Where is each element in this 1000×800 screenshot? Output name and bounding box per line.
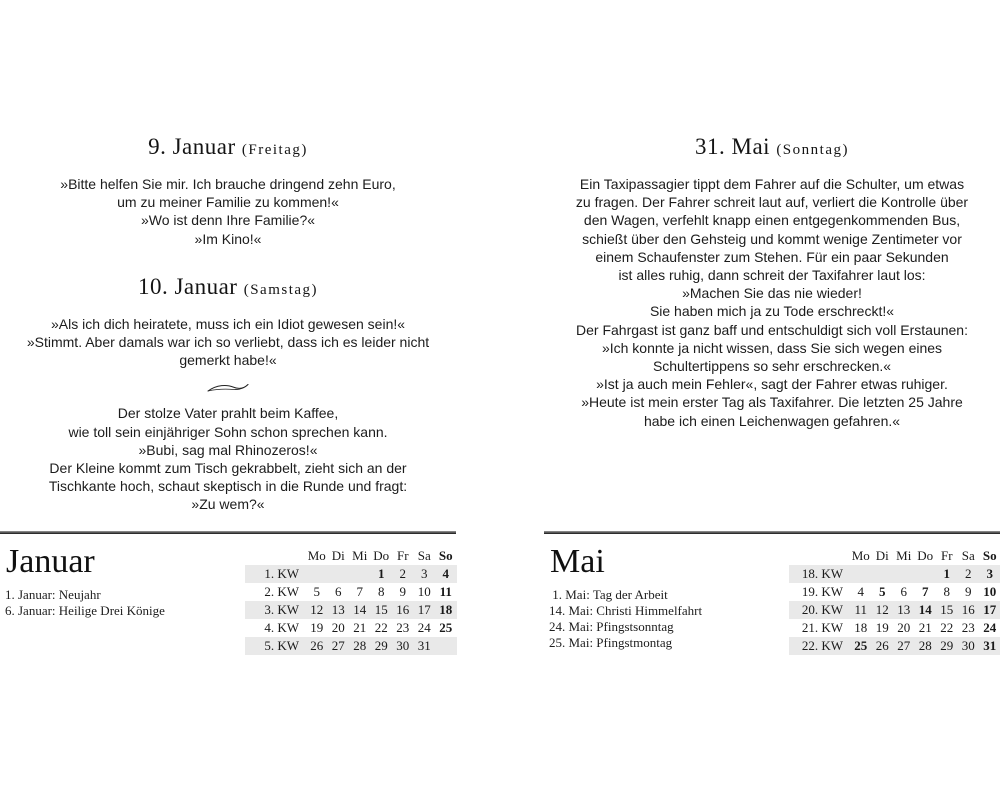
day-cell: 23: [961, 620, 975, 635]
joke-line: »Ich konnte ja nicht wissen, dass Sie sich wegen eines: [601, 339, 943, 356]
holiday-notes: [549, 587, 702, 651]
day-cell: 3: [986, 566, 993, 581]
day-cell: 23: [396, 620, 410, 635]
calendar-week-row: [789, 637, 1000, 655]
day-cell: 17: [417, 602, 431, 617]
holiday-notes: [5, 587, 165, 619]
joke-line: »Bitte helfen Sie mir. Ich brauche dringend zehn Euro,: [60, 176, 396, 192]
day-cell: 22: [374, 620, 388, 635]
joke-text: [0, 404, 456, 513]
day-cell: 20: [897, 620, 911, 635]
day-cell: 4: [857, 584, 864, 599]
holiday-note: 14. Mai: Christi Himmelfahrt: [549, 603, 703, 618]
joke-line: habe ich einen Leichenwagen gefahren.«: [643, 412, 901, 429]
entry-weekday: (Sonntag): [776, 142, 849, 158]
day-cell: 3: [421, 566, 428, 581]
kw-label: 22. KW: [801, 638, 843, 653]
joke-line: »Wo ist denn Ihre Familie?«: [140, 212, 316, 229]
weekday-header-cell: Fr: [396, 547, 409, 563]
weekday-header-cell: Mo: [851, 547, 870, 563]
kw-label: 20. KW: [801, 602, 843, 617]
holiday-note: 24. Mai: Pfingstsonntag: [549, 619, 674, 634]
holiday-note: 25. Mai: Pfingstmontag: [549, 635, 673, 650]
weekday-header-cell: Do: [917, 547, 934, 563]
calendar-week-row: [245, 565, 457, 583]
calendar-week-row: [245, 583, 457, 601]
weekday-header-row: [789, 546, 1000, 565]
day-cell: 6: [900, 584, 907, 599]
month-grid: [789, 546, 1000, 655]
day-cell: 18: [439, 602, 453, 617]
entry-date: 9. Januar: [148, 134, 236, 159]
joke-line: »Stimmt. Aber damals war ich so verliebt, dass ich es leider nicht: [26, 334, 430, 351]
day-cell: 30: [396, 638, 410, 653]
month-title: Mai: [550, 543, 605, 580]
calendar-top-rule: [0, 531, 456, 534]
joke-line: »Heute ist mein erster Tag als Taxifahrer. Die letzten 25 Jahre: [581, 394, 963, 411]
day-cell: 12: [875, 602, 889, 617]
weekday-header-cell: Mo: [307, 547, 326, 563]
day-cell: 24: [417, 620, 431, 635]
day-cell: 1: [378, 566, 385, 581]
day-cell: 27: [897, 638, 911, 653]
entry-date-heading: [0, 272, 456, 305]
joke-line: »Machen Sie das nie wieder!: [682, 285, 862, 302]
kw-label: 4. KW: [264, 620, 299, 635]
weekday-header-cell: So: [982, 547, 997, 563]
day-cell: 14: [353, 602, 367, 617]
joke-line: »Ist ja auch mein Fehler«, sagt der Fahrer etwas ruhiger.: [596, 376, 948, 393]
entry-date-heading: [544, 132, 1000, 165]
weekday-header-cell: So: [438, 547, 453, 563]
kw-label: 19. KW: [801, 584, 843, 599]
joke-text: [544, 175, 1000, 430]
entry-date: 31. Mai: [695, 134, 771, 159]
day-cell: 20: [331, 620, 345, 635]
day-cell: 29: [374, 638, 388, 653]
joke-line: gemerkt habe!«: [179, 352, 277, 369]
right-page-entries: [544, 132, 1000, 430]
joke-line: zu fragen. Der Fahrer schreit laut auf, verliert die Kontrolle über: [575, 194, 969, 211]
day-cell: 28: [353, 638, 367, 653]
joke-text: [0, 315, 456, 370]
calendar-week-row: [789, 619, 1000, 637]
day-cell: 5: [313, 584, 320, 599]
day-cell: 16: [961, 602, 975, 617]
joke-line: ist alles ruhig, dann schreit der Taxifahrer laut los:: [618, 267, 926, 284]
day-cell: 11: [854, 602, 868, 617]
joke-text: [0, 175, 456, 248]
day-cell: 10: [417, 584, 431, 599]
joke-line: den Wagen, verfehlt knapp einen entgegenkommenden Bus,: [583, 212, 961, 229]
left-page-entries: [0, 132, 456, 514]
holiday-note: 6. Januar: Heilige Drei Könige: [5, 603, 165, 618]
joke-line: Der stolze Vater prahlt beim Kaffee,: [117, 405, 339, 422]
joke-line: »Bubi, sag mal Rhinozeros!«: [138, 441, 318, 458]
weekday-header-cell: Di: [331, 547, 345, 563]
day-cell: 9: [399, 584, 406, 599]
day-cell: 18: [854, 620, 868, 635]
day-cell: 26: [875, 638, 889, 653]
joke-line: Der Fahrgast ist ganz baff und entschuldigt sich voll Erstaunen:: [576, 321, 968, 338]
day-cell: 10: [983, 584, 997, 599]
kw-label: 2. KW: [264, 584, 299, 599]
day-cell: 25: [439, 620, 453, 635]
left-book-page: [0, 0, 456, 800]
weekday-header-cell: Mi: [896, 547, 912, 563]
joke-line: »Zu wem?«: [191, 496, 265, 513]
joke-line: »Als ich dich heiratete, muss ich ein Idiot gewesen sein!«: [50, 315, 406, 332]
weekday-header-cell: Sa: [961, 547, 975, 563]
joke-line: Schultertippens so sehr erschrecken.«: [652, 358, 892, 375]
day-cell: 7: [356, 584, 363, 599]
calendar-week-row: [245, 601, 457, 619]
weekday-header-cell: Do: [373, 547, 390, 563]
day-cell: 27: [331, 638, 345, 653]
january-calendar: [0, 531, 456, 666]
day-cell: 5: [879, 584, 886, 599]
day-cell: 2: [965, 566, 972, 581]
joke-line: um zu meiner Familie zu kommen!«: [117, 194, 339, 211]
day-cell: 12: [310, 602, 324, 617]
kw-label: 3. KW: [264, 602, 299, 617]
day-cell: 21: [353, 620, 367, 635]
day-cell: 25: [854, 638, 868, 653]
entry-date-heading: [0, 132, 456, 165]
joke-line: Ein Taxipassagier tippt dem Fahrer auf die Schulter, um etwas: [579, 176, 965, 192]
joke-line: einem Schaufenster zum Stehen. Für ein paar Sekunden: [595, 248, 949, 265]
joke-line: Sie haben mich ja zu Tode erschreckt!«: [649, 303, 895, 320]
calendar-week-row: [789, 565, 1000, 583]
day-cell: 21: [918, 620, 932, 635]
day-cell: 19: [875, 620, 889, 635]
day-cell: 14: [918, 602, 932, 617]
weekday-header-cell: Di: [875, 547, 889, 563]
weekday-header-cell: Mi: [352, 547, 368, 563]
right-book-page: [544, 0, 1000, 800]
entry-date: 10. Januar: [137, 273, 238, 299]
calendar-week-row: [245, 619, 457, 637]
day-cell: 6: [335, 584, 342, 599]
weekday-header-cell: Fr: [940, 547, 953, 563]
joke-line: schießt über den Gehsteig und kommt wenige Zentimeter vor: [582, 230, 962, 247]
weekday-header-cell: Sa: [417, 547, 431, 563]
swash-ornament-icon: [206, 378, 250, 398]
joke-line: Tischkante hoch, schaut skeptisch in die Runde und fragt:: [48, 478, 408, 495]
day-cell: 31: [983, 638, 997, 653]
month-title: Januar: [6, 543, 95, 580]
calendar-week-row: [245, 637, 457, 655]
weekday-header-row: [245, 546, 457, 565]
calendar-top-rule: [544, 531, 1000, 534]
day-cell: 31: [417, 638, 431, 653]
day-cell: 7: [922, 584, 929, 599]
entry-weekday: (Samstag): [243, 281, 319, 298]
day-cell: 24: [983, 620, 997, 635]
day-cell: 15: [940, 602, 954, 617]
day-cell: 19: [310, 620, 324, 635]
joke-line: »Im Kino!«: [194, 230, 262, 247]
joke-line: Der Kleine kommt zum Tisch gekrabbelt, zieht sich an der: [49, 460, 407, 477]
day-cell: 1: [943, 566, 950, 581]
entry-weekday: (Freitag): [241, 142, 308, 158]
day-cell: 8: [943, 584, 950, 599]
kw-label: 1. KW: [264, 566, 299, 581]
day-cell: 16: [396, 602, 410, 617]
kw-label: 21. KW: [801, 620, 843, 635]
day-cell: 9: [965, 584, 972, 599]
holiday-note: 1. Januar: Neujahr: [5, 587, 101, 602]
holiday-note: 1. Mai: Tag der Arbeit: [549, 587, 668, 602]
day-cell: 30: [961, 638, 975, 653]
day-cell: 15: [374, 602, 388, 617]
day-cell: 8: [378, 584, 385, 599]
kw-label: 5. KW: [264, 638, 299, 653]
day-cell: 13: [897, 602, 911, 617]
day-cell: 2: [399, 566, 406, 581]
kw-label: 18. KW: [801, 566, 843, 581]
joke-line: wie toll sein einjähriger Sohn schon sprechen kann.: [68, 423, 388, 440]
day-cell: 4: [442, 566, 449, 581]
day-cell: 26: [310, 638, 324, 653]
day-cell: 22: [940, 620, 954, 635]
calendar-week-row: [789, 601, 1000, 619]
may-calendar: [544, 531, 1000, 666]
day-cell: 17: [983, 602, 997, 617]
section-divider: [206, 378, 250, 398]
day-cell: 29: [940, 638, 954, 653]
day-cell: 28: [918, 638, 932, 653]
day-cell: 11: [439, 584, 452, 599]
day-cell: 13: [331, 602, 345, 617]
calendar-week-row: [789, 583, 1000, 601]
month-grid: [245, 546, 457, 655]
